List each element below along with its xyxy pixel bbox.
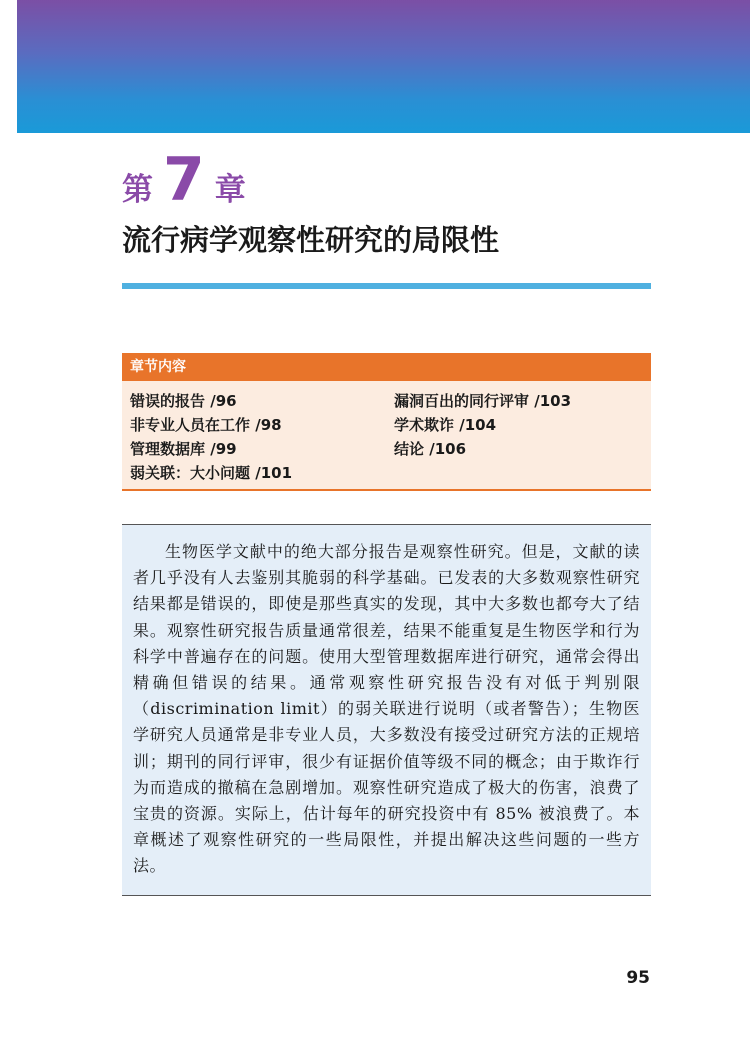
contents-columns — [122, 381, 651, 487]
chapter-abstract-text: 生物医学文献中的绝大部分报告是观察性研究。但是，文献的读者几乎没有人去鉴别其脆弱的科学基础。已发表的大多数观察性研究结果都是错误的，即使是那些真实的发现，其中大多数也都夸大了结果。观察性研究报告质量通常很差，结果不能重复是生物医学和行为科学中普遍存在的问题。使用大型管理数据库进行研究，通常会得出精确但错误的结果。通常观察性研究报告没有对低于判别限（discrimination limit）的弱关联进行说明（或者警告）；生物医学研究人员通常是非专业人员，大多数没有接受过研究方法的正规培训；期刊的同行评审，很少有证据价值等级不同的概念；由于欺诈行为而造成的撤稿在急剧增加。观察性研究造成了极大的伤害，浪费了宝贵的资源。实际上，估计每年的研究投资中有 85% 被浪费了。本章概述了观察性研究的一些局限性，并提出解决这些问题的一些方法。 — [133, 542, 640, 876]
contents-left-column — [130, 389, 292, 485]
contents-right-column — [394, 389, 571, 461]
page-number: 95 — [626, 968, 650, 988]
contents-item[interactable]: 漏洞百出的同行评审 /103 — [394, 392, 572, 410]
chapter-number: 7 — [163, 145, 205, 215]
contents-item[interactable]: 结论 /106 — [394, 440, 467, 458]
chapter-abstract-box — [122, 524, 651, 896]
contents-item[interactable]: 学术欺诈 /104 — [394, 416, 497, 434]
contents-item[interactable]: 管理数据库 /99 — [130, 440, 237, 458]
chapter-suffix: 章 — [214, 172, 246, 208]
chapter-title: 流行病学观察性研究的局限性 — [122, 223, 500, 257]
chapter-prefix: 第 — [122, 172, 153, 208]
chapter-heading — [122, 145, 246, 215]
title-divider — [122, 283, 651, 289]
contents-header: 章节内容 — [122, 353, 651, 381]
chapter-contents-box — [122, 353, 651, 491]
header-band — [17, 0, 750, 133]
contents-item[interactable]: 错误的报告 /96 — [130, 392, 237, 410]
contents-item[interactable]: 弱关联：大小问题 /101 — [130, 464, 293, 482]
contents-item[interactable]: 非专业人员在工作 /98 — [130, 416, 282, 434]
